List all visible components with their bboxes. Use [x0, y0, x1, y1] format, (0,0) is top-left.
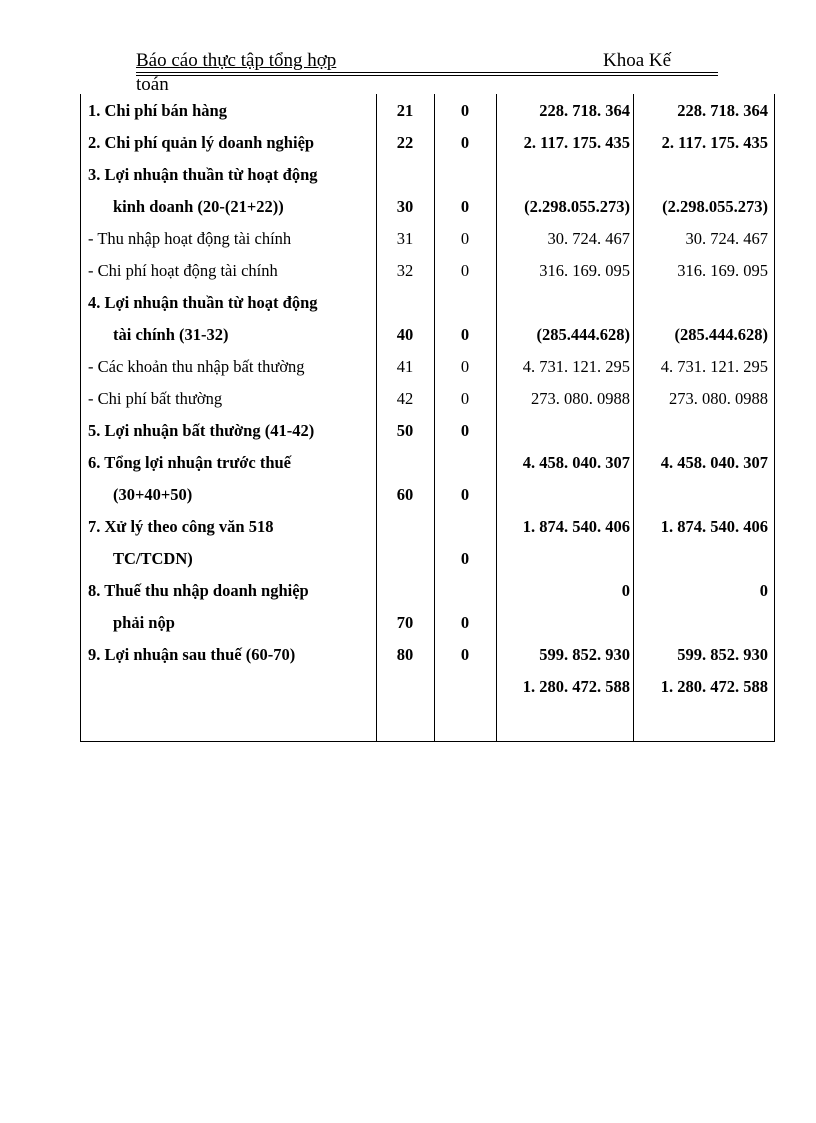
- row-value-cumulative: 228. 718. 364: [677, 101, 768, 120]
- row-value-current: 4. 731. 121. 295: [522, 357, 630, 376]
- row-label: TC/TCDN): [113, 549, 193, 568]
- row-code: 70: [396, 613, 414, 632]
- row-label: - Thu nhập hoạt động tài chính: [88, 229, 292, 248]
- row-value-current: 30. 724. 467: [547, 229, 630, 248]
- table-row: [81, 158, 774, 190]
- income-statement-table: [80, 94, 775, 742]
- table-row: [81, 94, 774, 126]
- table-row: [81, 574, 774, 606]
- table-row: [81, 606, 774, 638]
- row-note: 0: [460, 325, 470, 344]
- row-value-current: (2.298.055.273): [524, 197, 630, 216]
- row-label: - Chi phí bất thường: [88, 389, 223, 408]
- row-value-current: 273. 080. 0988: [531, 389, 630, 408]
- row-note: 0: [460, 421, 470, 440]
- table-row: [81, 510, 774, 542]
- row-code: 30: [396, 197, 414, 216]
- table-row: [81, 350, 774, 382]
- row-code: 42: [396, 389, 414, 408]
- row-value-current: 0: [621, 581, 630, 600]
- row-note: 0: [460, 229, 470, 248]
- row-note: 0: [460, 101, 470, 120]
- row-code: 22: [396, 133, 414, 152]
- row-code: 40: [396, 325, 414, 344]
- row-note: 0: [460, 357, 470, 376]
- row-value-current: 4. 458. 040. 307: [522, 453, 630, 472]
- row-label: 1. Chi phí bán hàng: [88, 101, 227, 120]
- row-note: 0: [460, 261, 470, 280]
- row-code: 80: [396, 645, 414, 664]
- table-row: [81, 222, 774, 254]
- row-value-cumulative: 0: [759, 581, 768, 600]
- row-value-current: 599. 852. 930: [539, 645, 630, 664]
- row-value-cumulative: 316. 169. 095: [677, 261, 768, 280]
- row-code: 41: [396, 357, 414, 376]
- row-note: 0: [460, 389, 470, 408]
- table-row: [81, 670, 774, 702]
- row-label: kinh doanh (20-(21+22)): [113, 197, 284, 216]
- row-note: 0: [460, 549, 470, 568]
- row-note: 0: [460, 485, 470, 504]
- table-row: [81, 126, 774, 158]
- row-value-current: 228. 718. 364: [539, 101, 630, 120]
- row-code: 50: [396, 421, 414, 440]
- row-note: 0: [460, 645, 470, 664]
- table-row: [81, 190, 774, 222]
- row-label: phải nộp: [113, 613, 175, 632]
- table-row: [81, 638, 774, 670]
- row-value-cumulative: 2. 117. 175. 435: [661, 133, 768, 152]
- row-value-cumulative: 30. 724. 467: [685, 229, 768, 248]
- row-code: 32: [396, 261, 414, 280]
- row-label: 4. Lợi nhuận thuần từ hoạt động: [88, 293, 318, 312]
- table-row: [81, 542, 774, 574]
- row-label: 5. Lợi nhuận bất thường (41-42): [88, 421, 315, 440]
- table-row: [81, 414, 774, 446]
- report-title: Báo cáo thực tập tổng hợp: [136, 50, 337, 71]
- row-value-current: 2. 117. 175. 435: [523, 133, 630, 152]
- table-row: [81, 286, 774, 318]
- row-value-current: (285.444.628): [536, 325, 630, 344]
- row-code: 31: [396, 229, 414, 248]
- row-value-cumulative: 599. 852. 930: [677, 645, 768, 664]
- row-label: - Chi phí hoạt động tài chính: [88, 261, 278, 280]
- row-label: 6. Tổng lợi nhuận trước thuế: [88, 453, 291, 472]
- department-name-continuation: toán: [136, 74, 169, 95]
- row-note: 0: [460, 133, 470, 152]
- row-code: 21: [396, 101, 414, 120]
- table-row: [81, 478, 774, 510]
- row-note: 0: [460, 197, 470, 216]
- page-header: [136, 50, 718, 73]
- row-value-cumulative: (2.298.055.273): [662, 197, 768, 216]
- row-label: 2. Chi phí quản lý doanh nghiệp: [88, 133, 315, 152]
- row-value-cumulative: 1. 280. 472. 588: [660, 677, 768, 696]
- row-label: - Các khoản thu nhập bất thường: [88, 357, 305, 376]
- table-row: [81, 382, 774, 414]
- row-note: 0: [460, 613, 470, 632]
- row-label: (30+40+50): [113, 485, 193, 504]
- row-value-cumulative: (285.444.628): [674, 325, 768, 344]
- row-value-cumulative: 4. 731. 121. 295: [660, 357, 768, 376]
- row-value-current: 1. 280. 472. 588: [522, 677, 630, 696]
- row-code: 60: [396, 485, 414, 504]
- row-value-current: 1. 874. 540. 406: [522, 517, 630, 536]
- row-label: 7. Xử lý theo công văn 518: [88, 517, 274, 536]
- row-value-current: 316. 169. 095: [539, 261, 630, 280]
- row-value-cumulative: 1. 874. 540. 406: [660, 517, 768, 536]
- table-row: [81, 446, 774, 478]
- table-row: [81, 254, 774, 286]
- row-label: tài chính (31-32): [113, 325, 229, 344]
- row-label: 8. Thuế thu nhập doanh nghiệp: [88, 581, 309, 600]
- row-label: 3. Lợi nhuận thuần từ hoạt động: [88, 165, 318, 184]
- table-row: [81, 318, 774, 350]
- department-name: Khoa Kế: [603, 50, 672, 71]
- row-label: 9. Lợi nhuận sau thuế (60-70): [88, 645, 296, 664]
- row-value-cumulative: 4. 458. 040. 307: [660, 453, 768, 472]
- row-value-cumulative: 273. 080. 0988: [669, 389, 768, 408]
